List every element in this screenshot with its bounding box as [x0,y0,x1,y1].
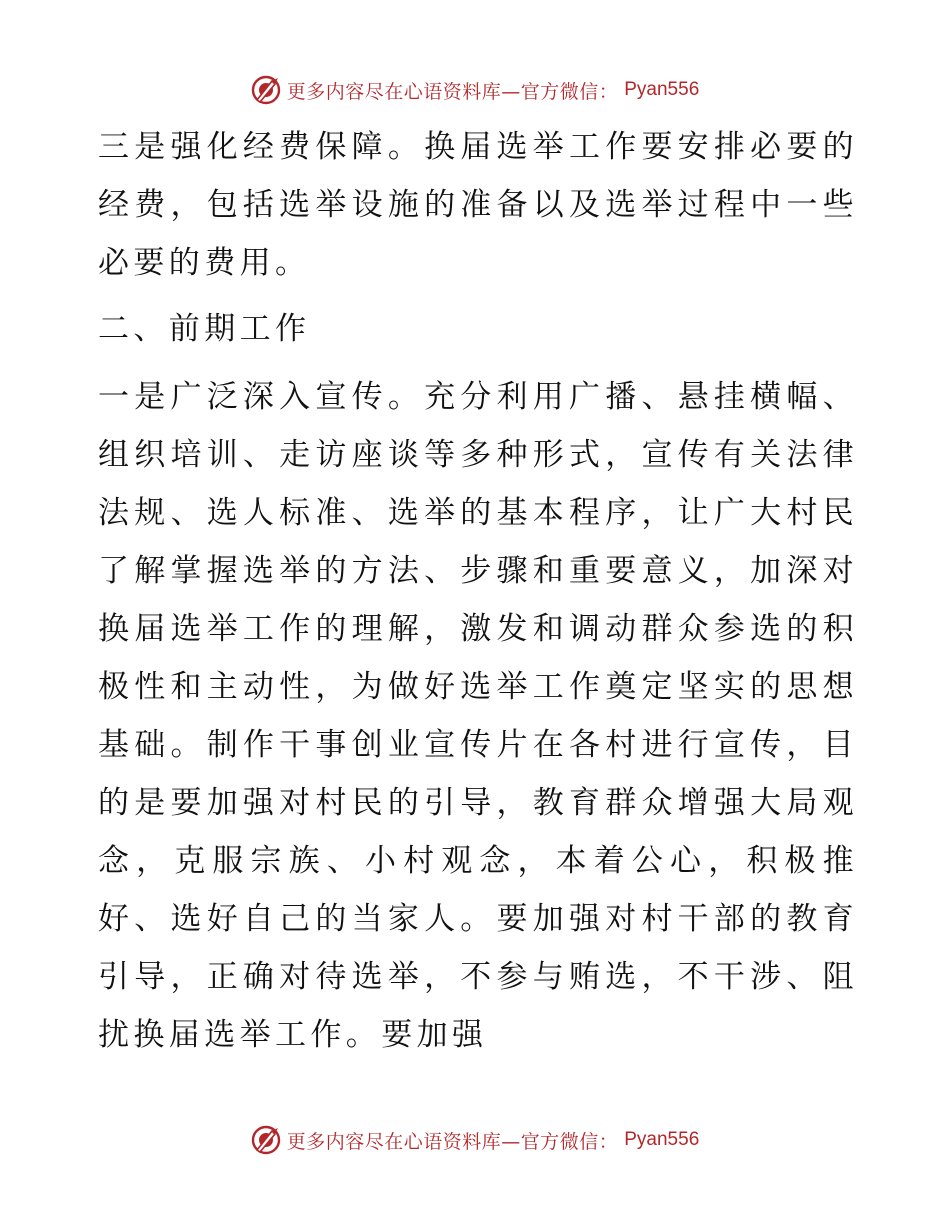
watermark-text: 更多内容尽在心语资料库—官方微信： [286,80,619,103]
document-body [98,118,858,1064]
header-watermark [0,70,950,110]
quill-logo-icon [251,75,281,105]
watermark-text: 更多内容尽在心语资料库—官方微信： [286,1130,619,1153]
footer-watermark [0,1120,950,1160]
watermark-wechat-id: Pyan556 [624,1129,700,1150]
watermark-wechat-id: Pyan556 [624,79,700,100]
section-heading-preliminary-work: 二、前期工作 [98,311,311,347]
paragraph-publicity: 一是广泛深入宣传。充分利用广播、悬挂横幅、组织培训、走访座谈等多种形式，宣传有关法律法规、选人标准、选举的基本程序，让广大村民了解掌握选举的方法、步骤和重要意义，加深对换届选举工作的理解，激发和调动群众参选的积极性和主动性，为做好选举工作奠定坚实的思想基础。制作干事创业宣传片在各村进行宣传，目的是要加强对村民的引导，教育群众增强大局观念，克服宗族、小村观念，本着公心，积极推好、选好自己的当家人。要加强对村干部的教育引导，正确对待选举，不参与贿选，不干涉、阻扰换届选举工作。要加强 [98,379,858,1053]
paragraph-funding: 三是强化经费保障。换届选举工作要安排必要的经费，包括选举设施的准备以及选举过程中一些必要的费用。 [98,129,858,281]
quill-logo-icon [251,1125,281,1155]
